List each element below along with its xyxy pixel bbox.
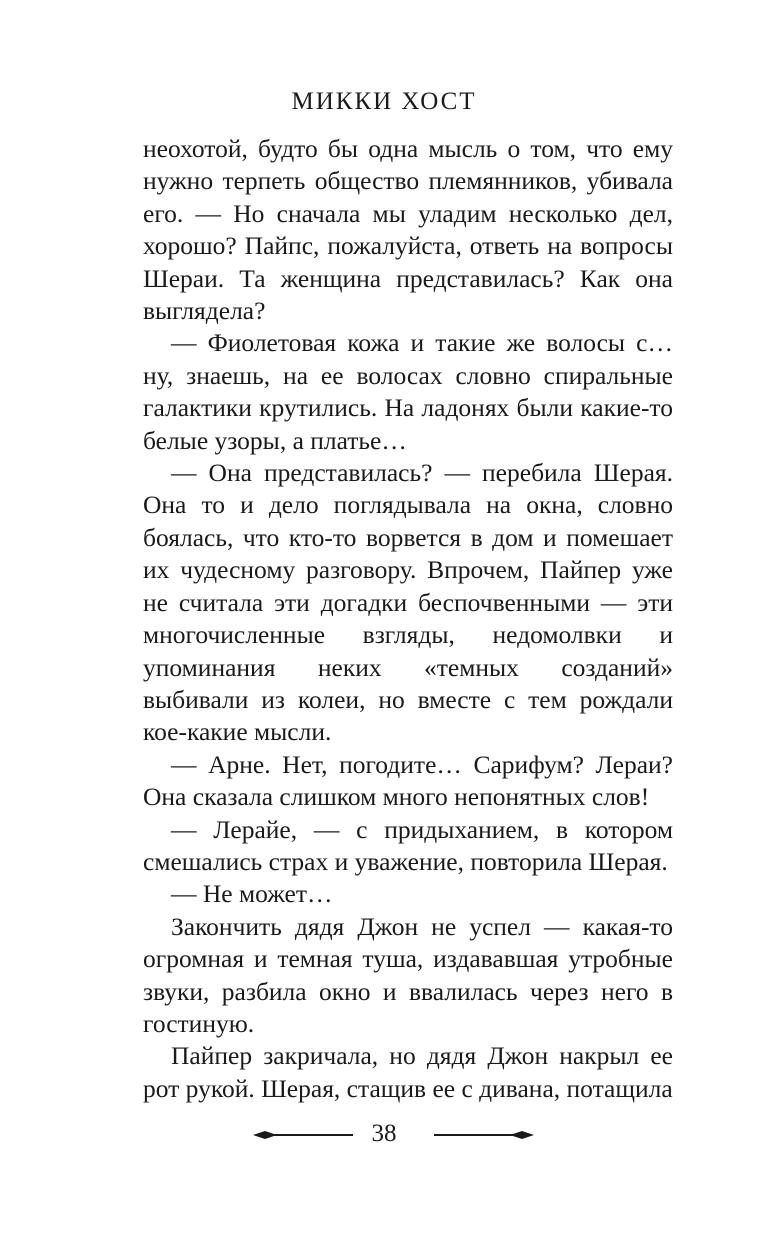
running-head: МИККИ ХОСТ	[291, 88, 477, 115]
page-number: 38	[371, 1120, 397, 1147]
right-ornament-icon	[434, 1129, 534, 1141]
body-text	[143, 133, 673, 1105]
paragraph: — Она представилась? — перебила Шерая. Она то и дело поглядывала на окна, словно боялась, что кто-то ворвется в дом и помешает их чудесному разговору. Впрочем, Пайпер уже не считала эти догадки беспочвенными — эти многочисленные взгляды, недомолвки и упоминания неких «темных созданий» выбивали из колеи, но вместе с тем рождали кое-какие мысли.	[143, 458, 673, 747]
paragraph: — Арне. Нет, погодите… Сарифум? Лераи? Она сказала слишком много непонятных слов!	[143, 749, 673, 812]
paragraph: Пайпер закричала, но дядя Джон накрыл ее рот рукой. Шерая, стащив ее с дивана, потащила	[143, 1041, 673, 1103]
paragraph: Закончить дядя Джон не успел — какая-то огромная и темная туша, издававшая утробные звуки, разбила окно и ввалилась через него в гостиную.	[143, 911, 673, 1038]
folio	[0, 1116, 768, 1156]
paragraph: — Фиолетовая кожа и такие же волосы с… ну, знаешь, на ее волосах словно спиральные галактики крутились. На ладонях были какие-то белые узоры, а платье…	[143, 328, 673, 455]
paragraph: — Не может…	[171, 879, 333, 909]
paragraph: — Лерайе, — с придыханием, в котором смешались страх и уважение, повторила Шерая.	[143, 814, 673, 876]
paragraph: неохотой, будто бы одна мысль о том, что ему нужно терпеть общество племянников, убивала его. — Но сначала мы уладим несколько дел, хорошо? Пайпс, пожалуйста, ответь на вопросы Шераи. Та женщина представилась? Как она выглядела?	[143, 134, 673, 326]
